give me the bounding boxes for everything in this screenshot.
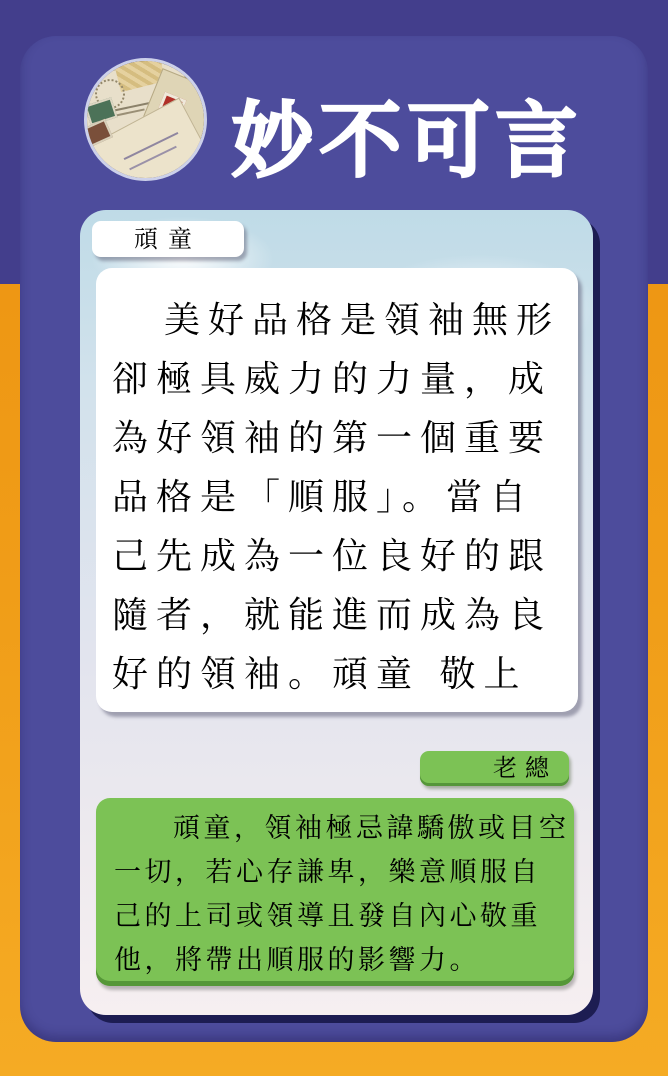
message-line: 卻極具威力的力量，成	[112, 359, 553, 400]
message-line: 一切，若心存謙卑，樂意順服自	[114, 857, 541, 888]
message-bubble-right	[96, 798, 574, 986]
sender-label-right	[420, 751, 569, 786]
message-line: 為好領袖的第一個重要	[112, 418, 553, 459]
message-line: 頑童，領袖極忌諱驕傲或目空	[173, 813, 570, 844]
page-title: 妙不可言	[231, 94, 584, 189]
message-line: 美好品格是領袖無形	[164, 300, 561, 341]
avatar[interactable]	[84, 58, 207, 181]
message-line: 隨者，就能進而成為良	[112, 595, 553, 636]
message-line: 品格是「順服」。當自	[112, 477, 535, 518]
message-line: 他，將帶出順服的影響力。	[114, 945, 480, 976]
chat-card	[20, 36, 648, 1042]
message-line: 己的上司或領導且發自內心敬重	[114, 901, 541, 932]
sender-name: 老總	[493, 754, 557, 782]
conversation-panel	[80, 210, 593, 1015]
message-line: 好的領袖。頑童 敬上	[112, 654, 528, 695]
message-bubble-left	[96, 268, 578, 712]
message-line: 己先成為一位良好的跟	[112, 536, 553, 577]
sender-label-left	[92, 221, 244, 257]
sender-name: 頑童	[134, 225, 202, 253]
